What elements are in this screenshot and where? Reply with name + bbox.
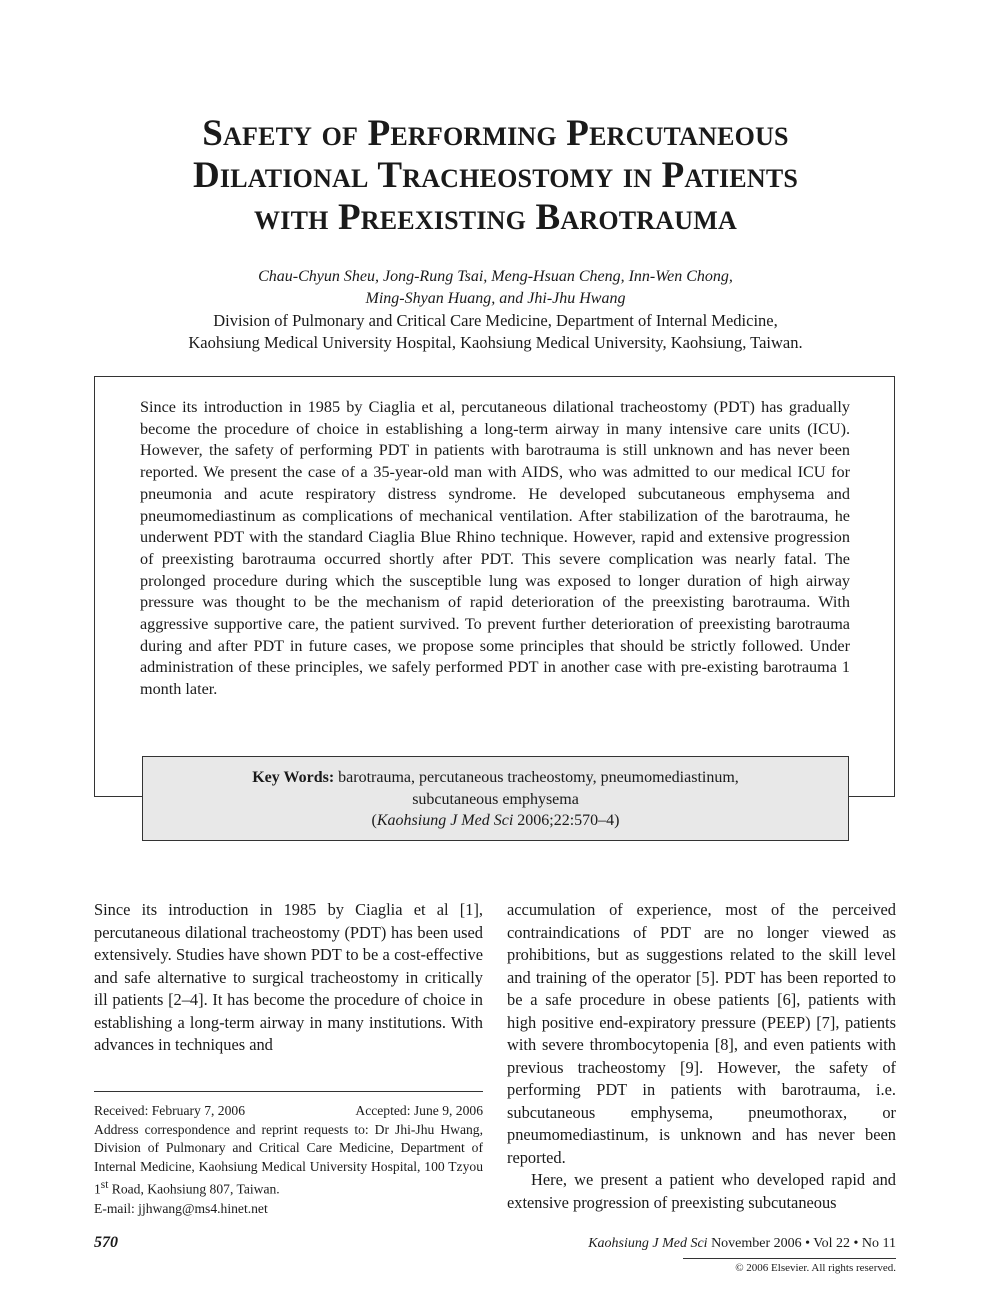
title-line-3: with Preexisting Barotrauma [254, 197, 737, 238]
keywords-line-1 [143, 767, 848, 789]
journal-footer [588, 1236, 896, 1252]
footnote-divider [94, 1091, 483, 1092]
affiliation [95, 310, 896, 354]
authors-line-2: Ming-Shyan Huang, and Jhi-Jhu Hwang [365, 290, 626, 307]
journal-name: Kaohsiung J Med Sci [588, 1236, 708, 1251]
address-text: Address correspondence and reprint requests to: Dr Jhi-Jhu Hwang, Division of Pulmonary and Critical Care Medicine, Department of Internal Medicine, Kaohsiung Medical University Hospital, 100 Tzyou 1 [94, 1121, 483, 1197]
body-left-paragraph: Since its introduction in 1985 by Ciaglia et al [1], percutaneous dilational tracheostomy (PDT) has been used extensively. Studies have shown PDT to be a cost-effective and safe alternative to surgical tracheostomy in critically ill patients [2–4]. It has become the procedure of choice in establishing a long-term airway in many institutions. With advances in techniques and [94, 900, 483, 1054]
keywords-label: Key Words: [252, 769, 335, 786]
address-text-end: Road, Kaohsiung 807, Taiwan. [108, 1181, 280, 1197]
affiliation-line-1: Division of Pulmonary and Critical Care Medicine, Department of Internal Medicine, [213, 311, 778, 330]
abstract-text: Since its introduction in 1985 by Ciaglia et al, percutaneous dilational tracheostomy (PDT) has gradually become the procedure of choice in establishing a long-term airway in many intensive care units (ICU). However, the safety of performing PDT in patients with barotrauma is still unknown and has never been reported. We present the case of a 35-year-old man with AIDS, who was admitted to our medical ICU for pneumonia and acute respiratory distress syndrome. He developed subcutaneous emphysema and pneumomediastinum as complications of mechanical ventilation. After stabilization of the barotrauma, he underwent PDT with the standard Ciaglia Blue Rhino technique. However, rapid and extensive progression of preexisting barotrauma occurred shortly after PDT. This severe complication was nearly fatal. The prolonged procedure during which the susceptible lung was exposed to longer duration of high airway pressure was thought to be the mechanism of rapid deterioration of the preexisting barotrauma. With aggressive supportive care, the patient survived. To prevent further deterioration of preexisting barotrauma during and after PDT in future cases, we propose some principles that should be strictly followed. Under administration of these principles, we safely performed PDT in another case with pre-existing barotrauma 1 month later. [140, 398, 850, 699]
footnote-block [94, 1102, 483, 1218]
dates-row [94, 1102, 483, 1121]
correspondence-address [94, 1121, 483, 1200]
article-title [95, 113, 896, 239]
citation [143, 810, 848, 832]
email: E-mail: jjhwang@ms4.hinet.net [94, 1200, 268, 1216]
body-right-paragraph-2: Here, we present a patient who developed rapid and extensive progression of preexisting subcutaneous [507, 1170, 896, 1212]
citation-open: ( [371, 812, 377, 829]
body-column-left [94, 899, 483, 1057]
page-number: 570 [94, 1234, 118, 1251]
keywords-box [142, 756, 849, 841]
keywords-line-2: subcutaneous emphysema [412, 790, 579, 808]
footer-divider [683, 1258, 896, 1259]
title-line-1: Safety of Performing Percutaneous [202, 113, 789, 154]
body-column-right [507, 899, 896, 1214]
journal-issue: November 2006 • Vol 22 • No 11 [707, 1236, 896, 1251]
affiliation-line-2: Kaohsiung Medical University Hospital, Kaohsiung Medical University, Kaohsiung, Taiwan. [188, 333, 803, 352]
keywords-list: barotrauma, percutaneous tracheostomy, pneumomediastinum, [338, 769, 739, 786]
citation-rest: 2006;22:570–4) [513, 812, 620, 829]
citation-journal: Kaohsiung J Med Sci [376, 812, 514, 829]
body-right-paragraph-1: accumulation of experience, most of the perceived contraindications of PDT are no longer viewed as prohibitions, but as suggestions related to the skill level and training of the operator [5]. PDT has been reported to be a safe procedure in obese patients [6], patients with high positive end-expiratory pressure (PEEP) [7], patients with severe thrombocytopenia [8], and even patients with previous tracheostomy [9]. However, the safety of performing PDT in patients with barotrauma, i.e. subcutaneous emphysema, pneumothorax, or pneumomediastinum, is unknown and has never been reported. [507, 900, 896, 1167]
title-line-2: Dilational Tracheostomy in Patients [192, 155, 799, 196]
authors-line-1: Chau-Chyun Sheu, Jong-Rung Tsai, Meng-Hsuan Cheng, Inn-Wen Chong, [258, 268, 733, 285]
received-date: Received: February 7, 2006 [94, 1103, 245, 1118]
copyright: © 2006 Elsevier. All rights reserved. [735, 1262, 896, 1274]
address-superscript: st [100, 1179, 109, 1192]
author-list [95, 266, 896, 310]
accepted-date: Accepted: June 9, 2006 [355, 1103, 483, 1118]
